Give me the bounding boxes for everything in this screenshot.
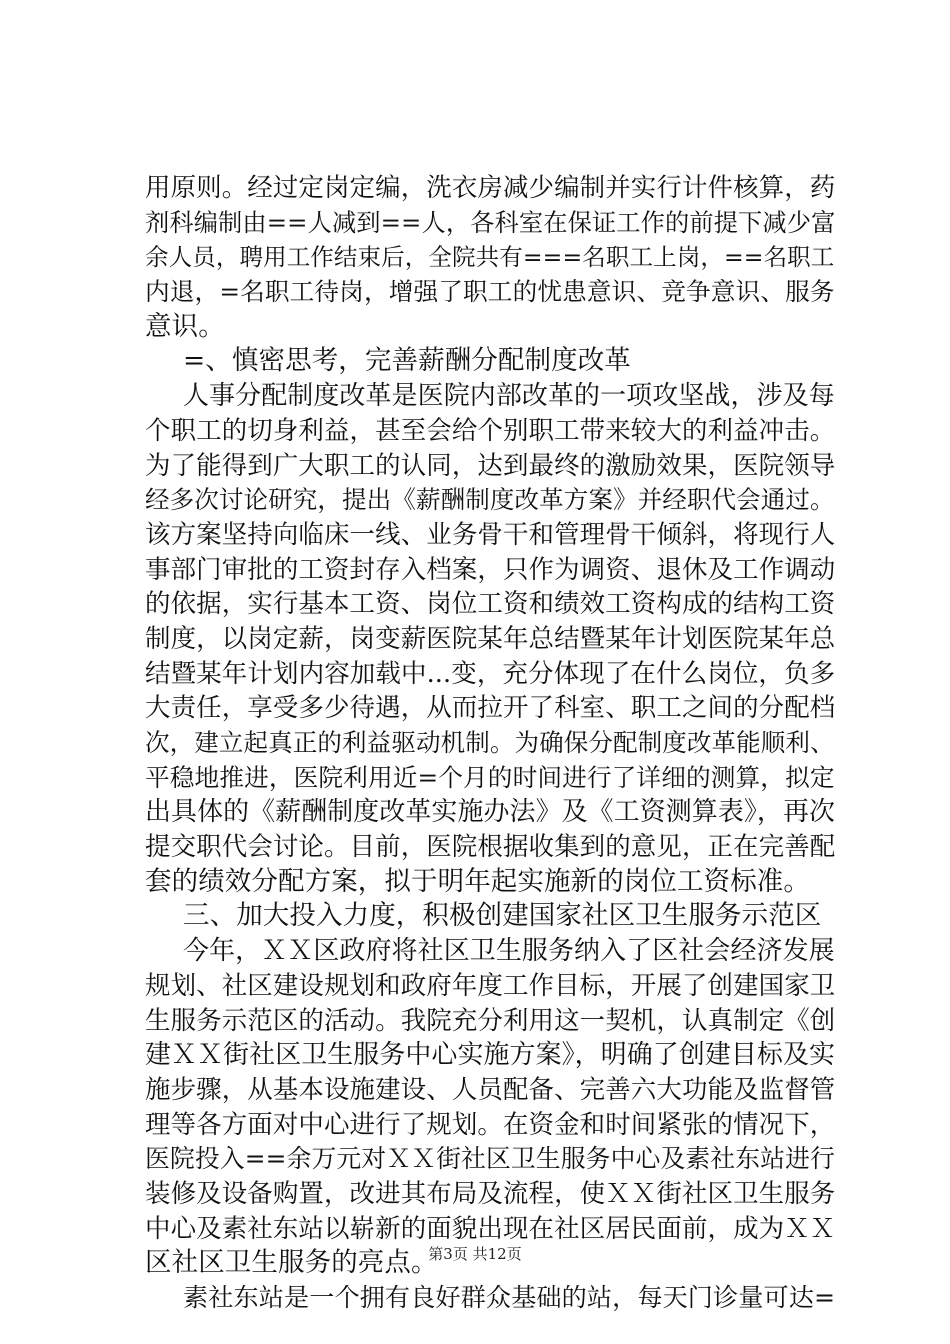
text-line-29: 医院投入==余万元对ＸＸ街社区卫生服务中心及素社东站进行	[145, 1144, 835, 1174]
text-line-1: 用原则。经过定岗定编，洗衣房减少编制并实行计件核算，药	[145, 173, 836, 203]
text-line-10: 经多次讨论研究，提出《薪酬制度改革方案》并经职代会通过。	[145, 485, 835, 515]
text-line-19: 出具体的《薪酬制度改革实施办法》及《工资测算表》，再次	[145, 797, 836, 828]
text-line-17: 次，建立起真正的利益驱动机制。为确保分配制度改革能顺利、	[145, 728, 835, 757]
text-line-27: 施步骤，从基本设施建设、人员配备、完善六大功能及监督管	[145, 1074, 836, 1105]
text-line-26: 建ＸＸ街社区卫生服务中心实施方案》，明确了创建目标及实	[145, 1040, 836, 1071]
text-line-21: 套的绩效分配方案，拟于明年起实施新的岗位工资标准。	[145, 865, 810, 897]
text-line-15: 结暨某年计划内容加载中...变，充分体现了在什么岗位，负多	[145, 658, 836, 689]
text-line-11: 该方案坚持向临床一线、业务骨干和管理骨干倾斜，将现行人	[145, 519, 836, 550]
text-line-12: 事部门审批的工资封存入档案，只作为调资、退休及工作调动	[145, 554, 836, 585]
text-line-4: 内退，=名职工待岗，增强了职工的忧患意识、竞争意识、服务	[145, 277, 835, 307]
page-footer	[0, 1244, 950, 1264]
text-line-31: 中心及素社东站以崭新的面貌出现在社区居民面前，成为ＸＸ	[145, 1213, 836, 1244]
section-heading-3: 三、加大投入力度，积极创建国家社区卫生服务示范区	[183, 900, 822, 932]
text-line-30: 装修及设备购置，改进其布局及流程，使ＸＸ街社区卫生服务	[145, 1178, 836, 1209]
text-line-25: 生服务示范区的活动。我院充分利用这一契机，认真制定《创	[145, 1005, 836, 1036]
text-line-13: 的依据，实行基本工资、岗位工资和绩效工资构成的结构工资	[145, 589, 836, 620]
text-line-33: 素社东站是一个拥有良好群众基础的站，每天门诊量可达=	[183, 1283, 836, 1312]
text-line-20: 提交职代会讨论。目前，医院根据收集到的意见，正在完善配	[145, 832, 836, 863]
text-line-32: 区社区卫生服务的亮点。	[145, 1247, 438, 1279]
text-line-24: 规划、社区建设规划和政府年度工作目标，开展了创建国家卫	[145, 970, 836, 1001]
text-line-2: 剂科编制由==人减到==人，各科室在保证工作的前提下减少富	[145, 207, 836, 237]
text-line-28: 理等各方面对中心进行了规划。在资金和时间紧张的情况下，	[145, 1109, 836, 1140]
text-line-9: 为了能得到广大职工的认同，达到最终的激励效果，医院领导	[145, 450, 836, 481]
text-line-7: 人事分配制度改革是医院内部改革的一项攻坚战，涉及每	[183, 381, 835, 412]
page-number-label: 第3页 共12页	[428, 1245, 522, 1263]
text-line-3: 余人员，聘用工作结束后，全院共有===名职工上岗，==名职工	[145, 243, 835, 272]
section-heading-2: =、慎密思考，完善薪酬分配制度改革	[183, 345, 631, 377]
text-line-18: 平稳地推进，医院利用近=个月的时间进行了详细的测算，拟定	[145, 762, 835, 792]
text-line-8: 个职工的切身利益，甚至会给个别职工带来较大的利益冲击。	[145, 415, 836, 446]
text-line-5: 意识。	[145, 310, 225, 342]
text-line-14: 制度，以岗定薪，岗变薪医院某年总结暨某年计划医院某年总	[145, 623, 836, 654]
text-line-16: 大责任，享受多少待遇，从而拉开了科室、职工之间的分配档	[145, 693, 836, 724]
document-body	[145, 171, 835, 1316]
text-line-23: 今年，ＸＸ区政府将社区卫生服务纳入了区社会经济发展	[183, 936, 835, 967]
